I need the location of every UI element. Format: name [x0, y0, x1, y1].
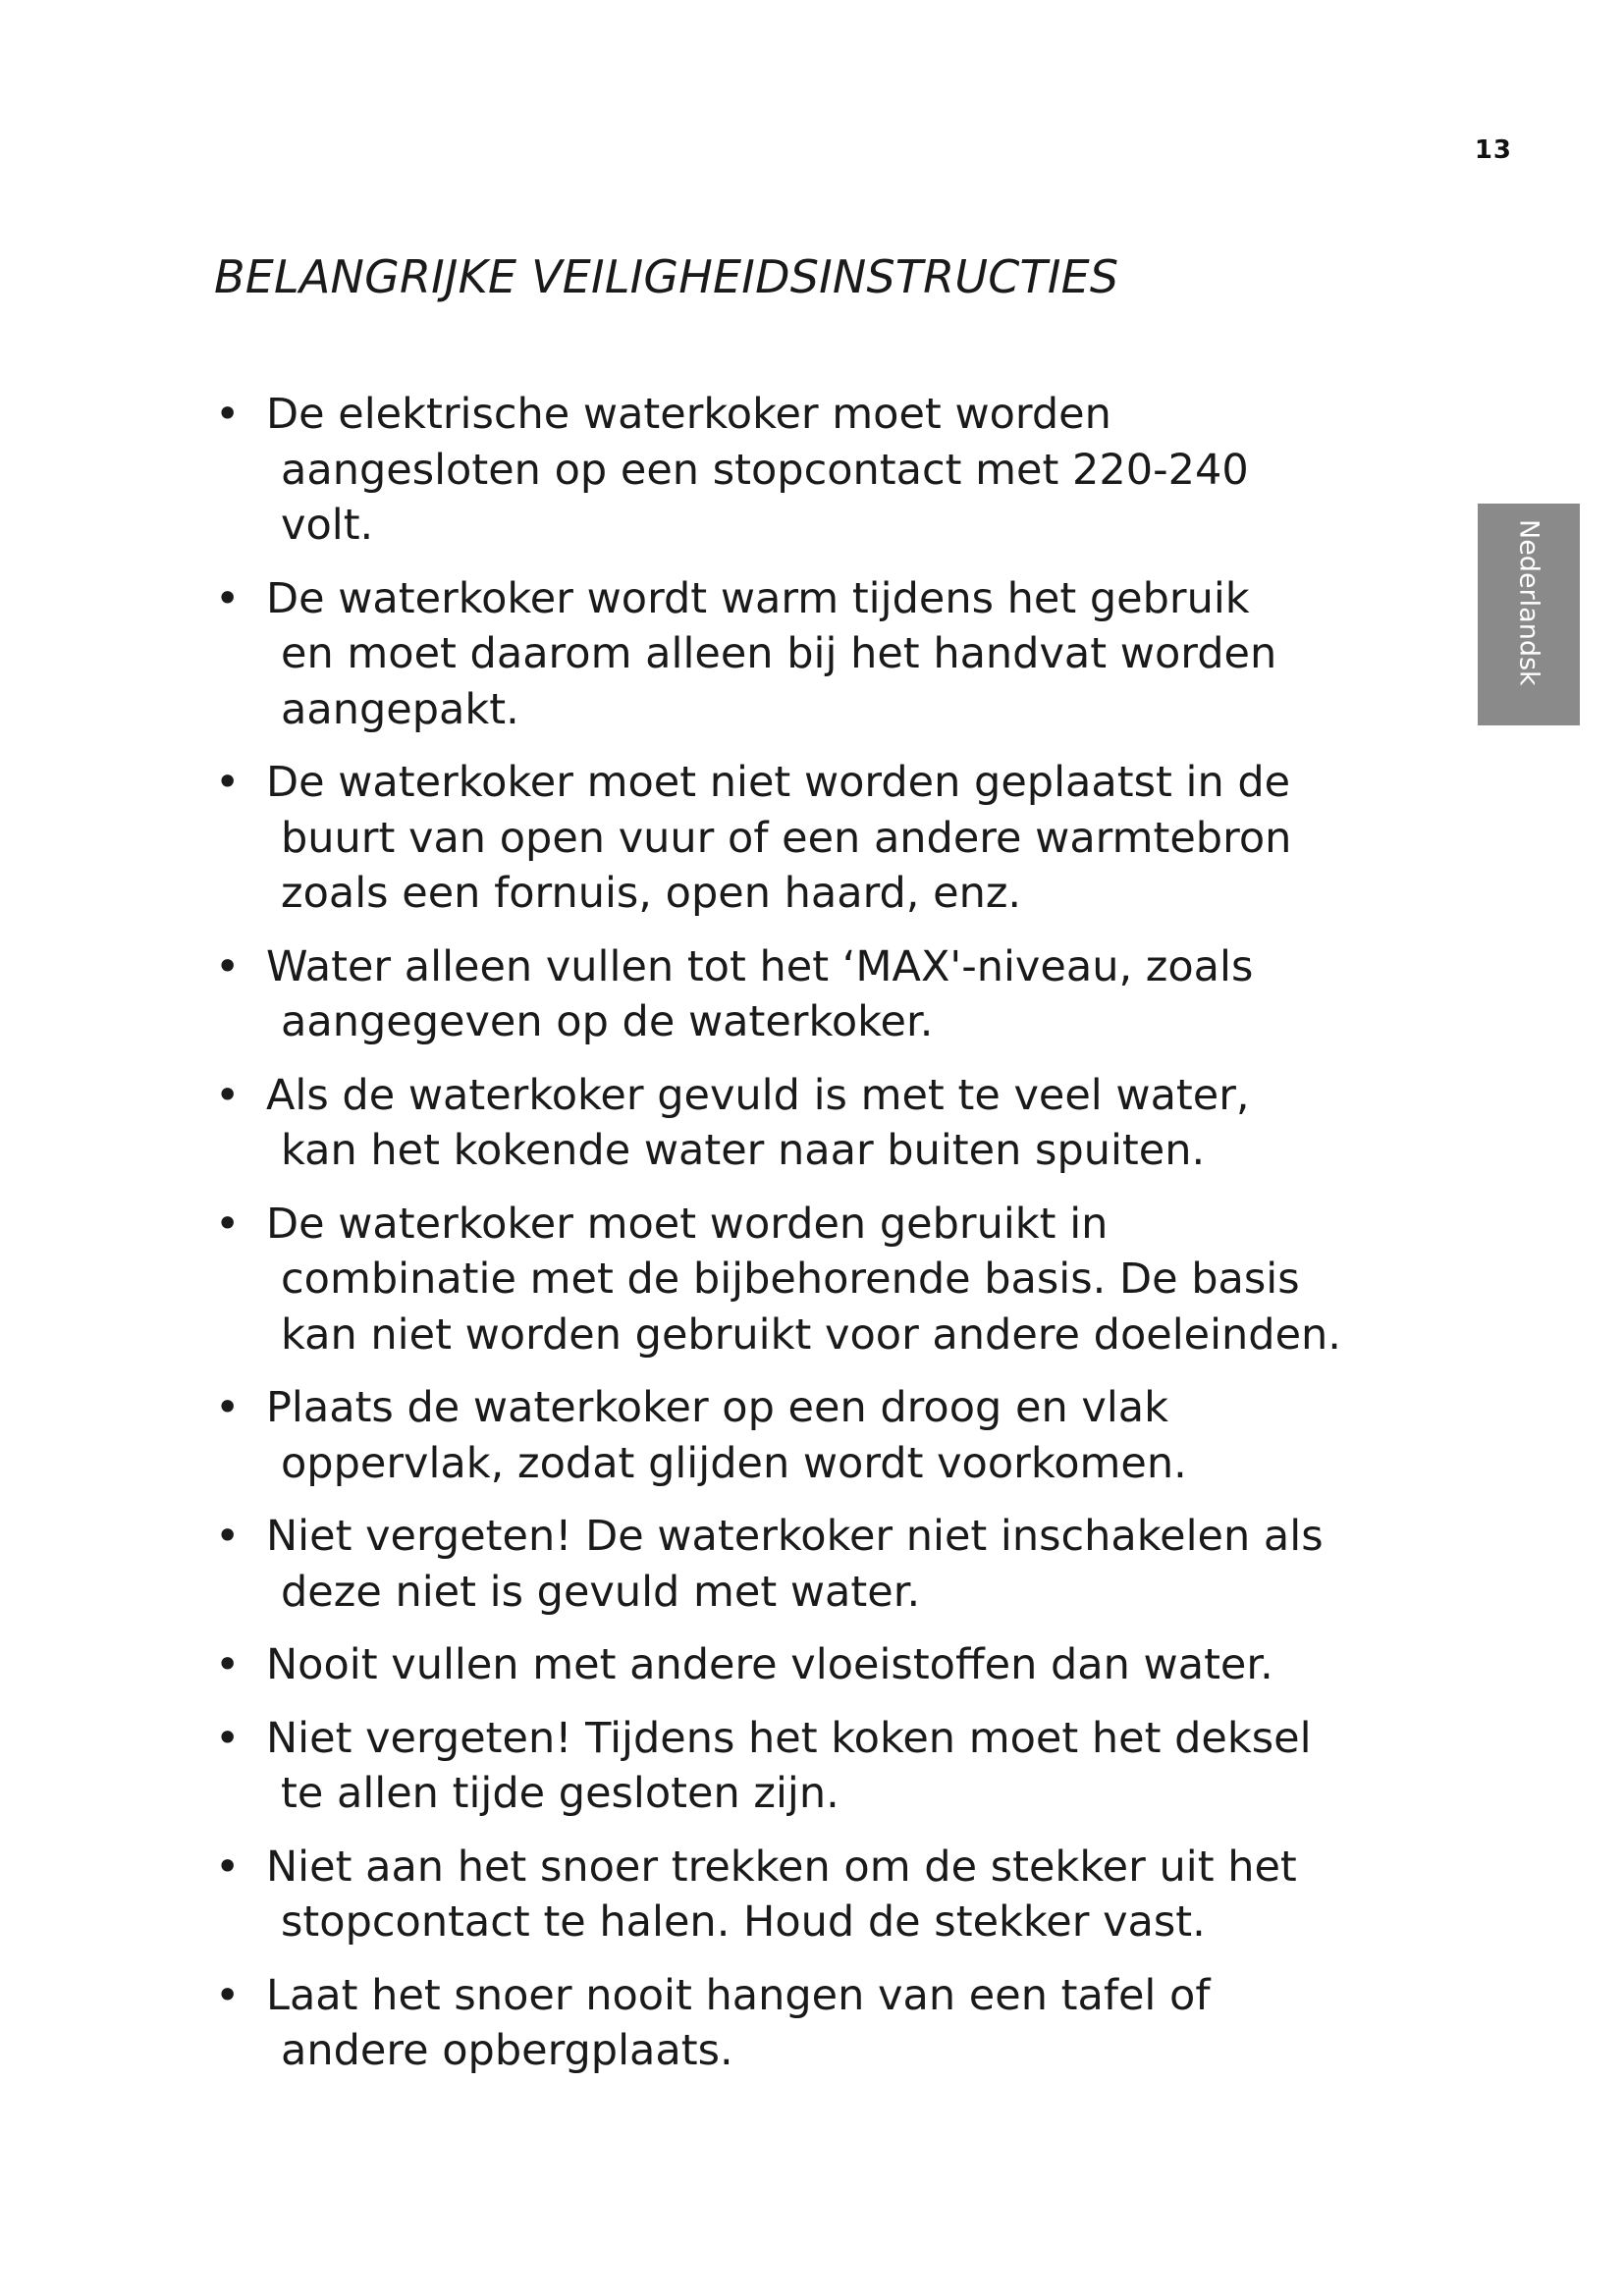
instruction-line: combinatie met de bijbehorende basis. De basis [281, 1255, 1300, 1304]
instruction-line: aangepakt. [281, 684, 519, 734]
instruction-line: stopcontact te halen. Houd de stekker vast. [281, 1897, 1206, 1947]
safety-instructions-list [211, 387, 1429, 2097]
list-item [211, 1068, 1429, 1179]
list-item [211, 1509, 1429, 1620]
instruction-line: De elektrische waterkoker moet worden [266, 390, 1111, 439]
list-item [211, 1380, 1429, 1491]
bullet-icon: • [215, 1842, 241, 1892]
instruction-line: zoals een fornuis, open haard, enz. [281, 869, 1022, 918]
list-item [211, 571, 1429, 738]
bullet-icon: • [215, 1199, 241, 1249]
bullet-icon: • [215, 390, 241, 439]
instruction-line: Laat het snoer nooit hangen van een tafel of [266, 1970, 1211, 2020]
instruction-line: Plaats de waterkoker op een droog en vlak [266, 1383, 1169, 1432]
instruction-line: en moet daarom alleen bij het handvat worden [281, 629, 1277, 678]
instruction-line: oppervlak, zodat glijden wordt voorkomen. [281, 1438, 1187, 1488]
language-tab [1478, 504, 1580, 725]
instruction-line: kan niet worden gebruikt voor andere doeleinden. [281, 1309, 1341, 1360]
list-item [211, 939, 1429, 1050]
list-item [211, 1711, 1429, 1822]
bullet-icon: • [215, 573, 241, 623]
bullet-icon: • [215, 758, 241, 807]
list-item [211, 1197, 1429, 1363]
instruction-line: aangegeven op de waterkoker. [281, 997, 934, 1046]
bullet-icon: • [215, 1970, 241, 2020]
list-item [211, 1840, 1429, 1950]
bullet-icon: • [215, 1383, 241, 1432]
list-item [211, 387, 1429, 554]
instruction-line: De waterkoker moet niet worden geplaatst in de [266, 758, 1291, 807]
instruction-line: De waterkoker wordt warm tijdens het gebruik [266, 573, 1250, 623]
bullet-icon: • [215, 941, 241, 991]
instruction-line: buurt van open vuur of een andere warmtebron [281, 813, 1292, 863]
instruction-line: Niet aan het snoer trekken om de stekker uit het [266, 1842, 1297, 1892]
language-tab-label: Nederlandsk [1513, 519, 1544, 686]
instruction-line: kan het kokende water naar buiten spuiten. [281, 1126, 1206, 1175]
instruction-line: Niet vergeten! De waterkoker niet inschakelen als [266, 1512, 1324, 1561]
bullet-icon: • [215, 1713, 241, 1763]
instruction-line: deze niet is gevuld met water. [281, 1567, 921, 1617]
bullet-icon: • [215, 1070, 241, 1120]
instruction-line: aangesloten op een stopcontact met 220-240 [281, 445, 1249, 495]
page-title: BELANGRIJKE VEILIGHEIDSINSTRUCTIES [214, 250, 1119, 303]
instruction-line: Als de waterkoker gevuld is met te veel water, [266, 1070, 1250, 1120]
instruction-line: Niet vergeten! Tijdens het koken moet het deksel [266, 1713, 1312, 1763]
list-item [211, 1968, 1429, 2079]
instruction-line: te allen tijde gesloten zijn. [281, 1769, 839, 1818]
instruction-line: De waterkoker moet worden gebruikt in [266, 1199, 1109, 1249]
instruction-line: volt. [281, 501, 374, 550]
bullet-icon: • [215, 1512, 241, 1561]
page-number: 13 [1474, 135, 1512, 165]
list-item [211, 755, 1429, 922]
bullet-icon: • [215, 1640, 241, 1689]
list-item [211, 1637, 1429, 1693]
instruction-line: Nooit vullen met andere vloeistoffen dan water. [266, 1640, 1273, 1689]
instruction-line: andere opbergplaats. [281, 2026, 733, 2075]
instruction-line: Water alleen vullen tot het ‘MAX'-niveau, zoals [266, 941, 1254, 991]
